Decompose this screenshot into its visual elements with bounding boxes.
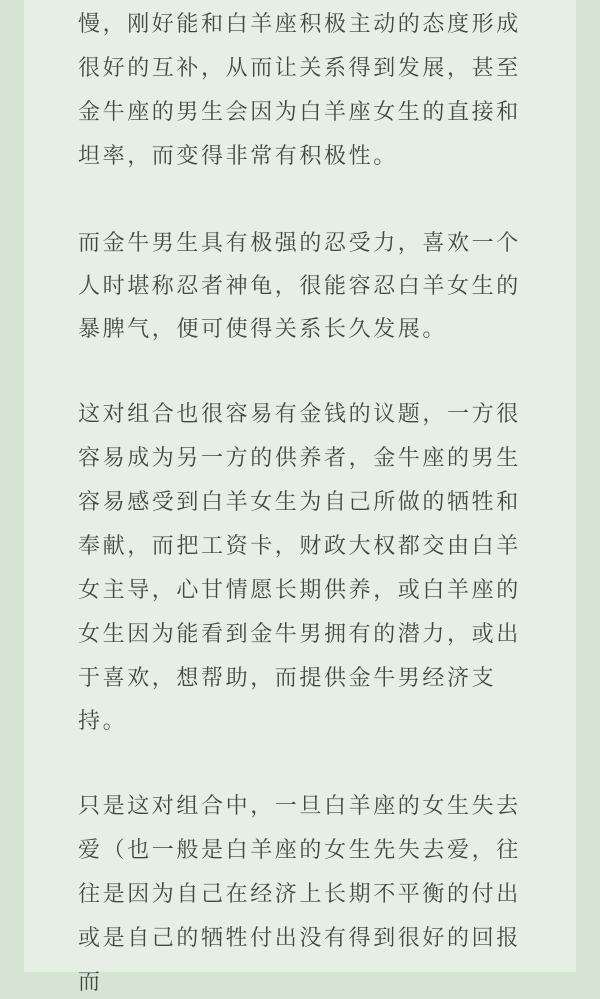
article-line: 而金牛男生具有极强的忍受力，喜欢一个 [78,231,521,256]
article-card [24,0,576,995]
article-line: 只是这对组合中，一旦白羊座的女生失去 [78,794,521,819]
article-line: 坦率，而变得非常有积极性。 [78,144,398,169]
article-line: 人时堪称忍者神龟，很能容忍白羊女生的 [78,274,521,299]
article-line: 容易成为另一方的供养者，金牛座的男生 [78,446,521,471]
article-line: 于喜欢，想帮助，而提供金牛男经济支 [78,666,497,691]
article-line: 而 [78,970,103,995]
article-line: 女主导，心甘情愿长期供养，或白羊座的 [78,578,521,603]
article-line: 慢，刚好能和白羊座积极主动的态度形成 [78,12,521,37]
article-line: 女生因为能看到金牛男拥有的潜力，或出 [78,622,521,647]
article-line: 很好的互补，从而让关系得到发展，甚至 [78,56,521,81]
article-line: 暴脾气，便可使得关系长久发展。 [78,317,448,342]
article-line: 金牛座的男生会因为白羊座女生的直接和 [78,100,521,125]
article-line: 或是自己的牺牲付出没有得到很好的回报 [78,926,521,951]
article-line: 往是因为自己在经济上长期不平衡的付出 [78,882,521,907]
article-line: 奉献，而把工资卡，财政大权都交由白羊 [78,534,521,559]
article-line: 这对组合也很容易有金钱的议题，一方很 [78,402,521,427]
article-line: 爱（也一般是白羊座的女生先失去爱，往 [78,838,521,863]
article-line: 持。 [78,709,128,734]
article-line: 容易感受到白羊女生为自己所做的牺牲和 [78,490,521,515]
